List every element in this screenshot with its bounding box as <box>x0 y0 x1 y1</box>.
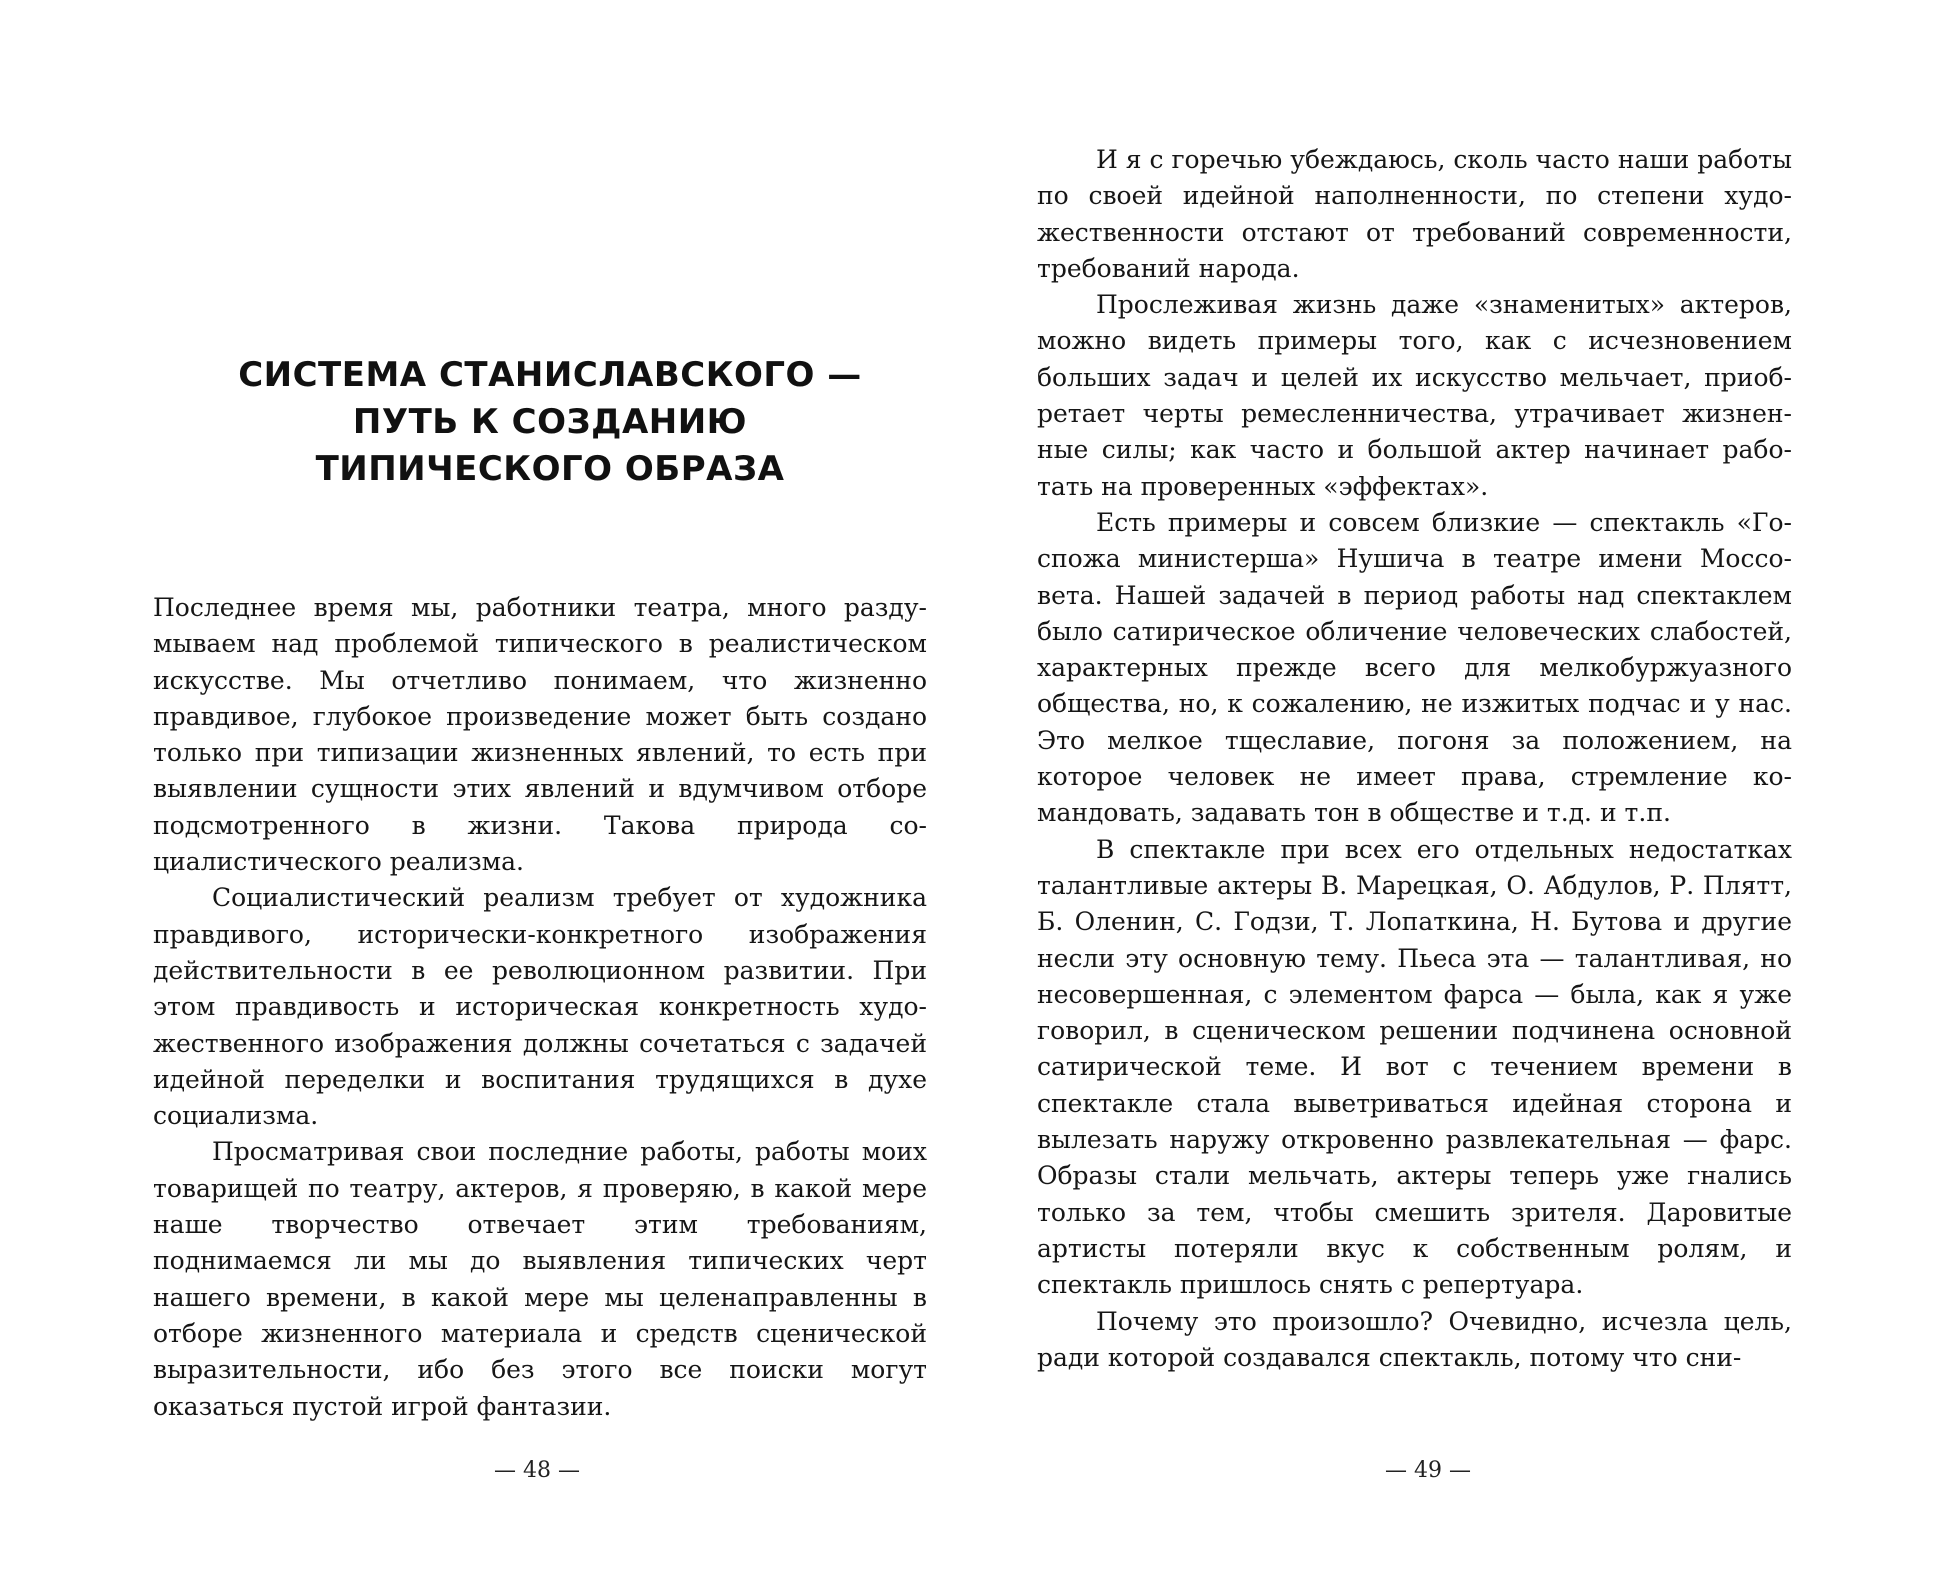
chapter-title-line-3: ТИПИЧЕСКОГО ОБРАЗА <box>315 449 785 489</box>
right-page-body <box>1037 142 1792 1376</box>
paragraph: Просматривая свои последние работы, работы моих товарищей по театру, актеров, я проверяю, в какой мере наше творчество отвечает этим требованиям, поднимаемся ли мы до выявления типических черт нашего времени, в какой мере мы целенаправленны в отборе жизненного материала и средств сценической выразительности, ибо без этого все поиски могут оказаться пустой игрой фантазии. <box>153 1137 927 1421</box>
right-page <box>971 0 1942 1574</box>
paragraph: В спектакле при всех его отдельных недостатках талантливые актеры В. Марецкая, О. Абдулов, Р. Плятт, Б. Оленин, С. Годзи, Т. Лопаткина, Н. Бутова и другие несли эту основную тему. Пьеса эта — талантливая, но несовершенная, с элементом фарса — была, как я уже говорил, в сценическом решении подчинена основной сатирической теме. И вот с течением времени в спектакле стала выветриваться идейная сторона и вылезать наружу откровенно развлекательная — фарс. Образы стали мельчать, актеры теперь уже гнались только за тем, чтобы смешить зрителя. Даровитые артисты потеряли вкус к собственным ролям, и спектакль пришлось снять с репертуара. <box>1037 834 1792 1300</box>
paragraph: Почему это произошло? Очевидно, исчезла цель, ради которой создавался спектакль, потому что сни- <box>1037 1306 1792 1372</box>
chapter-title <box>150 352 950 493</box>
chapter-title-line-1: СИСТЕМА СТАНИСЛАВСКОГО — <box>238 355 862 395</box>
paragraph: Последнее время мы, работники театра, много раздумываем над проблемой типического в реалистическом искусстве. Мы отчетливо понимаем, что жизненно правдивое, глубокое произведение может быть создано только при типизации жизненных явлений, то есть при выявлении сущности этих явлений и вдумчивом отборе подсмотренного в жизни. Такова природа социалистического реализма. <box>153 593 927 877</box>
paragraph: Прослеживая жизнь даже «знаменитых» актеров, можно видеть примеры того, как с исчезновением больших задач и целей их искусство мельчает, приобретает черты ремесленничества, утрачивает жизненные силы; как часто и большой актер начинает работать на проверенных «эффектах». <box>1037 290 1792 501</box>
page-number: — 48 — <box>494 1458 580 1483</box>
paragraph: И я с горечью убеждаюсь, сколь часто наши работы по своей идейной наполненности, по степени художественности отстают от требований современности, требований народа. <box>1037 145 1792 283</box>
left-page-body <box>153 590 927 1425</box>
page-number: — 49 — <box>1385 1458 1471 1483</box>
paragraph: Есть примеры и совсем близкие — спектакль «Госпожа министерша» Нушича в театре имени Моссовета. Нашей задачей в период работы над спектаклем было сатирическое обличение человеческих слабостей, характерных прежде всего для мелкобуржуазного общества, но, к сожалению, не изжитых подчас и у нас. Это мелкое тщеславие, погоня за положением, на которое человек не имеет права, стремление командовать, задавать тон в обществе и т.д. и т.п. <box>1037 507 1792 828</box>
paragraph: Социалистический реализм требует от художника правдивого, исторически-конкретного изображения действительности в ее революционном развитии. При этом правдивость и историческая конкретность художественного изображения должны сочетаться с задачей идейной переделки и воспитания трудящихся в духе социализма. <box>153 883 927 1131</box>
chapter-title-line-2: ПУТЬ К СОЗДАНИЮ <box>352 402 748 442</box>
